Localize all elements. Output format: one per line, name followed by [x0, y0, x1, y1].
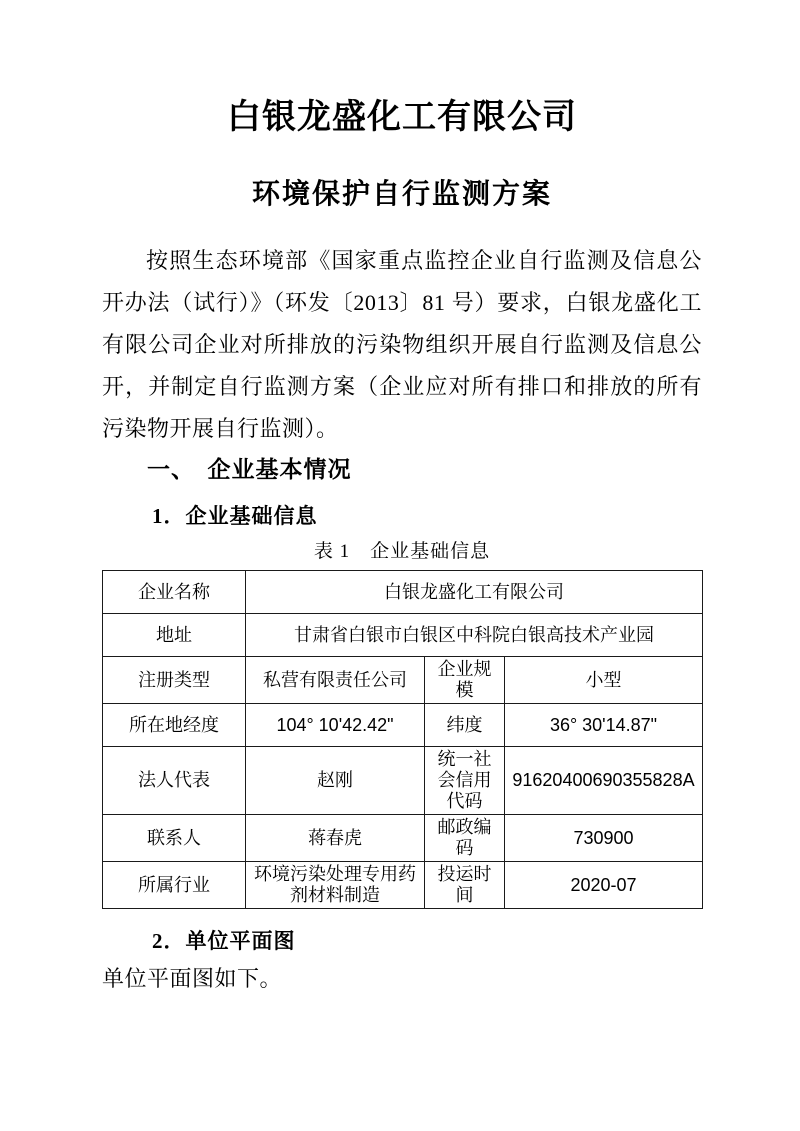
- cell-value-enterprise-scale: 小型: [505, 657, 703, 704]
- cell-value-latitude: 36° 30'14.87": [505, 704, 703, 747]
- cell-value-company-name: 白银龙盛化工有限公司: [246, 571, 703, 614]
- table-caption: 表 1 企业基础信息: [313, 541, 491, 562]
- table-row-coordinates: [103, 704, 703, 747]
- table-row-legal-credit: [103, 747, 703, 815]
- cell-value-operation-date: 2020-07: [505, 862, 703, 909]
- section-1-heading: 一、 企业基本情况: [147, 456, 352, 482]
- cell-label-credit-code: 统一社会信用代码: [425, 747, 505, 815]
- cell-label-company-name: 企业名称: [103, 571, 246, 614]
- cell-value-longitude: 104° 10'42.42": [246, 704, 425, 747]
- cell-label-legal-representative: 法人代表: [103, 747, 246, 815]
- cell-value-industry: 环境污染处理专用药剂材料制造: [246, 862, 425, 909]
- subsection-2-heading: 2．单位平面图: [152, 929, 296, 953]
- cell-value-contact-person: 蒋春虎: [246, 815, 425, 862]
- cell-label-industry: 所属行业: [103, 862, 246, 909]
- cell-label-contact-person: 联系人: [103, 815, 246, 862]
- document-content: [102, 0, 702, 995]
- table-row-address: [103, 614, 703, 657]
- cell-value-legal-representative: 赵刚: [246, 747, 425, 815]
- cell-label-enterprise-scale: 企业规模: [425, 657, 505, 704]
- closing-text: 单位平面图如下。: [102, 966, 283, 991]
- cell-label-postal-code: 邮政编码: [425, 815, 505, 862]
- cell-value-registration-type: 私营有限责任公司: [246, 657, 425, 704]
- cell-label-registration-type: 注册类型: [103, 657, 246, 704]
- table-row-contact-postal: [103, 815, 703, 862]
- cell-label-address: 地址: [103, 614, 246, 657]
- table-row-registration-scale: [103, 657, 703, 704]
- subsection-1-heading: 1．企业基础信息: [152, 504, 318, 528]
- page-title: 白银龙盛化工有限公司: [227, 99, 577, 136]
- cell-value-address: 甘肃省白银市白银区中科院白银高技术产业园: [246, 614, 703, 657]
- intro-paragraph: 按照生态环境部《国家重点监控企业自行监测及信息公开办法（试行）》（环发〔2013〕81 号）要求，白银龙盛化工有限公司企业对所排放的污染物组织开展自行监测及信息公开，并制定自行监测方案（企业应对所有排口和排放的所有污染物开展自行监测）。: [102, 248, 702, 441]
- cell-value-credit-code: 91620400690355828A: [505, 747, 703, 815]
- cell-label-operation-date: 投运时间: [425, 862, 505, 909]
- page-subtitle: 环境保护自行监测方案: [251, 178, 552, 209]
- cell-label-latitude: 纬度: [425, 704, 505, 747]
- company-info-table: [102, 570, 703, 909]
- cell-label-longitude: 所在地经度: [103, 704, 246, 747]
- table-row-company-name: [103, 571, 703, 614]
- table-row-industry-operation: [103, 862, 703, 909]
- cell-value-postal-code: 730900: [505, 815, 703, 862]
